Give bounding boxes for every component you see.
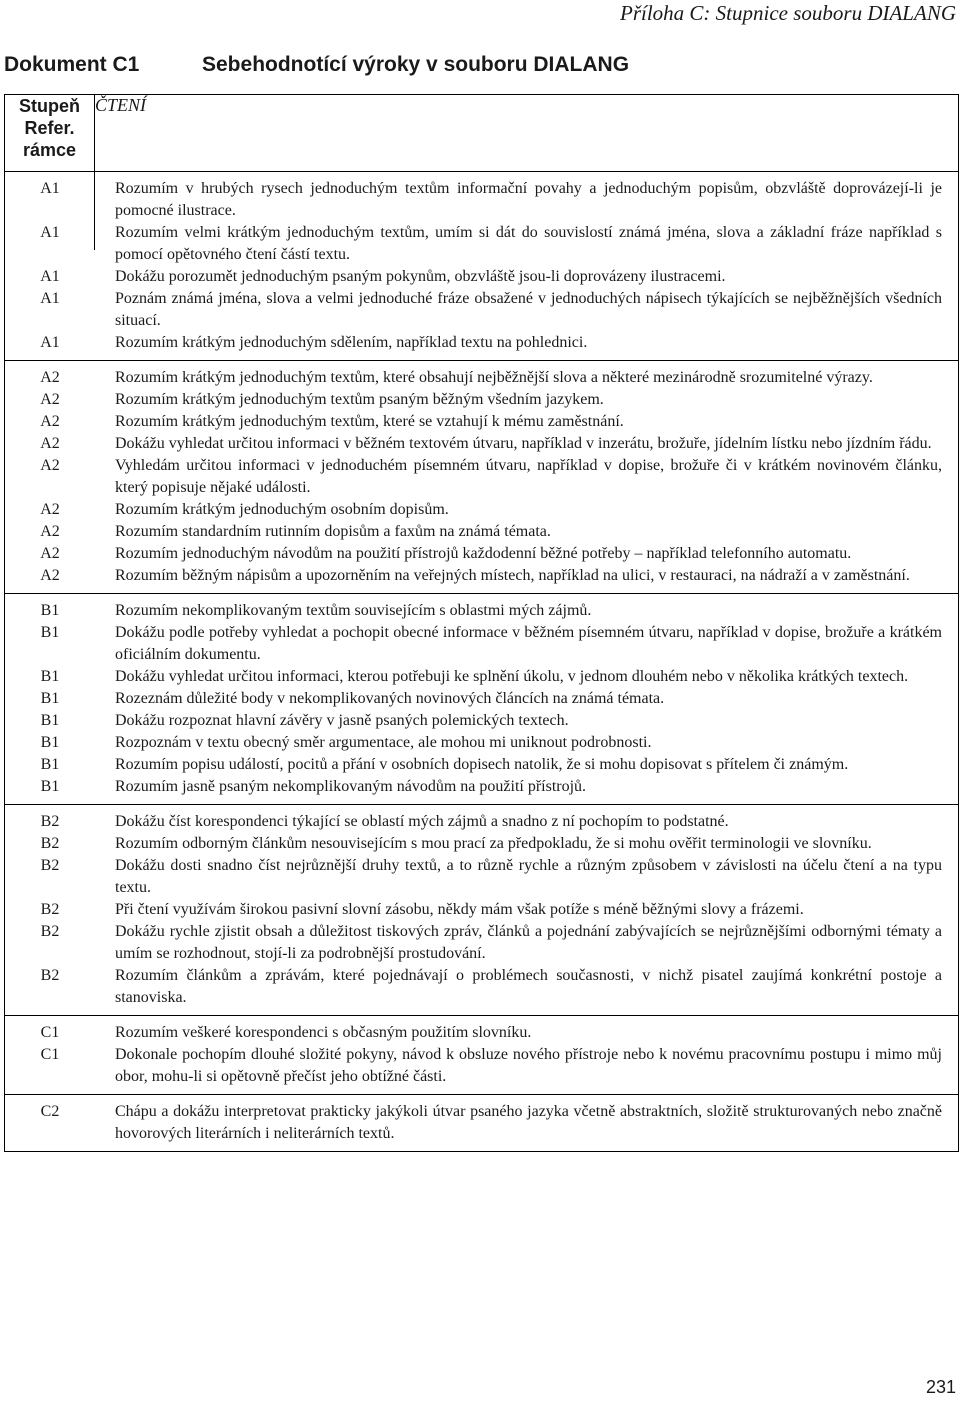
descriptor-text: Rozumím popisu událostí, pocitů a přání v osobních dopisech natolik, že si mohu dopisovat s přítelem či známým. bbox=[115, 756, 849, 773]
descriptor-row bbox=[5, 622, 958, 666]
level-group-cell bbox=[5, 1095, 959, 1152]
descriptor-text: Dokážu vyhledat určitou informaci, kterou potřebuji ke splnění úkolu, v jednom dlouhém nebo v několika krátkých textech. bbox=[115, 668, 909, 685]
descriptor-row bbox=[5, 543, 958, 565]
level-code: C1 bbox=[40, 1024, 60, 1041]
level-code: A1 bbox=[40, 268, 60, 285]
descriptor-row bbox=[5, 178, 958, 222]
level-code: A1 bbox=[40, 180, 60, 197]
descriptor-text: Rozumím velmi krátkým jednoduchým textům, umím si dát do souvislostí známá jména, slova a základní fráze například s pomocí opětovného čtení částí textu. bbox=[115, 224, 942, 263]
descriptor-text: Rozpoznám v textu obecný směr argumentace, ale mohou mi uniknout podrobnosti. bbox=[115, 734, 652, 751]
level-code: A1 bbox=[40, 290, 60, 307]
descriptor-text: Rozumím krátkým jednoduchým textům, které se vztahují k mému zaměstnání. bbox=[115, 413, 624, 430]
descriptor-row bbox=[5, 688, 958, 710]
descriptor-text: Rozumím krátkým jednoduchým textům psaným běžným všedním jazykem. bbox=[115, 391, 604, 408]
level-group-content bbox=[5, 172, 958, 360]
descriptor-row bbox=[5, 1044, 958, 1088]
descriptor-text: Poznám známá jména, slova a velmi jednoduché fráze obsažené v jednoduchých nápisech týkajících se nejběžnějších všedních situací. bbox=[115, 290, 942, 329]
descriptor-row bbox=[5, 855, 958, 899]
level-code: A2 bbox=[40, 391, 60, 408]
level-group-cell bbox=[5, 805, 959, 1016]
column-divider bbox=[94, 94, 95, 250]
level-group bbox=[5, 1095, 959, 1152]
level-code: A1 bbox=[40, 224, 60, 241]
descriptor-row bbox=[5, 499, 958, 521]
level-code: A2 bbox=[40, 369, 60, 386]
descriptor-row bbox=[5, 833, 958, 855]
table-body bbox=[5, 172, 959, 1152]
descriptor-row bbox=[5, 965, 958, 1009]
descriptor-row bbox=[5, 266, 958, 288]
descriptor-row bbox=[5, 776, 958, 798]
level-code: A2 bbox=[40, 567, 60, 584]
descriptor-text: Dokážu číst korespondenci týkající se oblastí mých zájmů a snadno z ní pochopím to podstatné. bbox=[115, 813, 729, 830]
level-code: B2 bbox=[40, 813, 60, 830]
descriptor-row bbox=[5, 921, 958, 965]
descriptor-text: Rozumím krátkým jednoduchým textům, které obsahují nejběžnější slova a některé mezinárodně srozumitelné výrazy. bbox=[115, 369, 873, 386]
descriptor-row bbox=[5, 600, 958, 622]
descriptor-row bbox=[5, 1101, 958, 1145]
level-group-cell bbox=[5, 594, 959, 805]
level-group-content bbox=[5, 1016, 958, 1094]
descriptor-row bbox=[5, 433, 958, 455]
descriptor-text: Dokážu porozumět jednoduchým psaným pokynům, obzvláště jsou-li doprovázeny ilustracemi. bbox=[115, 268, 726, 285]
level-code: B1 bbox=[40, 734, 60, 751]
descriptor-text: Rozumím běžným nápisům a upozorněním na veřejných místech, například na ulici, v restauraci, na nádraží a v zaměstnání. bbox=[115, 567, 910, 584]
descriptor-row bbox=[5, 1022, 958, 1044]
level-code: B2 bbox=[40, 967, 60, 984]
level-code: B1 bbox=[40, 778, 60, 795]
level-code: B2 bbox=[40, 923, 60, 940]
descriptor-text: Rozumím krátkým jednoduchým sdělením, například textu na pohlednici. bbox=[115, 334, 588, 351]
level-code: B1 bbox=[40, 602, 60, 619]
level-code: A2 bbox=[40, 501, 60, 518]
descriptor-text: Rozumím v hrubých rysech jednoduchým textům informační povahy a jednoduchým popisům, obzvláště doprovázejí-li je pomocné ilustrace. bbox=[115, 180, 942, 219]
descriptor-row bbox=[5, 710, 958, 732]
level-code: B1 bbox=[40, 712, 60, 729]
descriptor-text: Dokonale pochopím dlouhé složité pokyny, návod k obsluze nového přístroje nebo k novému pracovnímu postupu i mimo můj obor, mohu-li si opětovně přečíst jeho obtížné části. bbox=[115, 1046, 942, 1085]
level-group bbox=[5, 361, 959, 594]
descriptor-row bbox=[5, 732, 958, 754]
descriptor-row bbox=[5, 754, 958, 776]
descriptor-text: Rozumím standardním rutinním dopisům a faxům na známá témata. bbox=[115, 523, 551, 540]
descriptor-row bbox=[5, 332, 958, 354]
level-code: A2 bbox=[40, 545, 60, 562]
descriptor-text: Dokážu rychle zjistit obsah a důležitost tiskových zpráv, článků a pojednání zabývajících se nejrůznějšími odbornými tématy a umím se rozhodnout, stojí-li za podrobnější prostudování. bbox=[115, 923, 942, 962]
level-group bbox=[5, 805, 959, 1016]
descriptor-row bbox=[5, 455, 958, 499]
level-code: B2 bbox=[40, 857, 60, 874]
descriptor-row bbox=[5, 389, 958, 411]
level-group-content bbox=[5, 1095, 958, 1151]
level-group-content bbox=[5, 361, 958, 593]
descriptor-row bbox=[5, 899, 958, 921]
level-code: A2 bbox=[40, 435, 60, 452]
level-group-cell bbox=[5, 361, 959, 594]
descriptor-row bbox=[5, 288, 958, 332]
descriptor-text: Rozumím článkům a zprávám, které pojednávají o problémech současnosti, v nichž pisatel zaujímá konkrétní postoje a stanoviska. bbox=[115, 967, 942, 1006]
descriptor-text: Při čtení využívám širokou pasivní slovní zásobu, někdy mám však potíže s méně běžnými slovy a frázemi. bbox=[115, 901, 804, 918]
descriptor-text: Dokážu rozpoznat hlavní závěry v jasně psaných polemických textech. bbox=[115, 712, 569, 729]
level-code: B2 bbox=[40, 901, 60, 918]
descriptor-row bbox=[5, 521, 958, 543]
level-group-content bbox=[5, 805, 958, 1015]
descriptor-row bbox=[5, 666, 958, 688]
level-code: A2 bbox=[40, 457, 60, 474]
level-code: B1 bbox=[40, 756, 60, 773]
descriptor-row bbox=[5, 367, 958, 389]
level-group-cell bbox=[5, 172, 959, 361]
descriptor-text: Rozumím odborným článkům nesouvisejícím s mou prací za předpokladu, že si mohu ověřit terminologii ve slovníku. bbox=[115, 835, 872, 852]
level-group-content bbox=[5, 594, 958, 804]
self-assessment-table bbox=[4, 94, 959, 1152]
descriptor-text: Dokážu vyhledat určitou informaci v běžném textovém útvaru, například v inzerátu, brožuře, jídelním lístku nebo jízdním řádu. bbox=[115, 435, 932, 452]
descriptor-text: Rozumím veškeré korespondenci s občasným použitím slovníku. bbox=[115, 1024, 532, 1041]
descriptor-text: Vyhledám určitou informaci v jednoduchém písemném útvaru, například v dopise, brožuře či v krátkém novinovém článku, který popisuje nějaké události. bbox=[115, 457, 942, 496]
descriptor-text: Rozumím krátkým jednoduchým osobním dopisům. bbox=[115, 501, 449, 518]
level-code: B1 bbox=[40, 668, 60, 685]
descriptor-row bbox=[5, 222, 958, 266]
level-code: B1 bbox=[40, 624, 60, 641]
level-column-header: Stupeň Refer. rámce bbox=[5, 95, 95, 172]
descriptor-row bbox=[5, 411, 958, 433]
level-code: B2 bbox=[40, 835, 60, 852]
descriptor-text: Dokážu podle potřeby vyhledat a pochopit obecné informace v běžném písemném útvaru, například v dopise, brožuře a krátkém oficiálním dokumentu. bbox=[115, 624, 942, 663]
level-code: A1 bbox=[40, 334, 60, 351]
level-code: C1 bbox=[40, 1046, 60, 1063]
level-group bbox=[5, 594, 959, 805]
descriptor-text: Dokážu dosti snadno číst nejrůznější druhy textů, a to různě rychle a různým způsobem v závislosti na účelu čtení a na typu textu. bbox=[115, 857, 942, 896]
skill-column-header: ČTENÍ bbox=[95, 95, 959, 172]
descriptor-text: Rozeznám důležité body v nekomplikovaných novinových článcích na známá témata. bbox=[115, 690, 665, 707]
level-group-cell bbox=[5, 1016, 959, 1095]
descriptor-row bbox=[5, 811, 958, 833]
descriptor-text: Rozumím jasně psaným nekomplikovaným návodům na použití přístrojů. bbox=[115, 778, 587, 795]
document-label: Dokument C1 bbox=[4, 53, 140, 76]
page-number: 231 bbox=[925, 1377, 956, 1397]
descriptor-text: Rozumím jednoduchým návodům na použití přístrojů každodenní běžné potřeby – například telefonního automatu. bbox=[115, 545, 852, 562]
level-code: C2 bbox=[40, 1103, 60, 1120]
level-code: A2 bbox=[40, 523, 60, 540]
descriptor-text: Chápu a dokážu interpretovat prakticky jakýkoli útvar psaného jazyka včetně abstraktních, složitě strukturovaných nebo značně hovorových literárních i neliterárních textů. bbox=[115, 1103, 942, 1142]
descriptor-text: Rozumím nekomplikovaným textům souvisejícím s oblastmi mých zájmů. bbox=[115, 602, 592, 619]
level-group bbox=[5, 172, 959, 361]
level-group bbox=[5, 1016, 959, 1095]
level-code: B1 bbox=[40, 690, 60, 707]
appendix-title: Příloha C: Stupnice souboru DIALANG bbox=[620, 1, 956, 25]
document-title: Sebehodnotící výroky v souboru DIALANG bbox=[202, 53, 630, 76]
descriptor-row bbox=[5, 565, 958, 587]
level-code: A2 bbox=[40, 413, 60, 430]
